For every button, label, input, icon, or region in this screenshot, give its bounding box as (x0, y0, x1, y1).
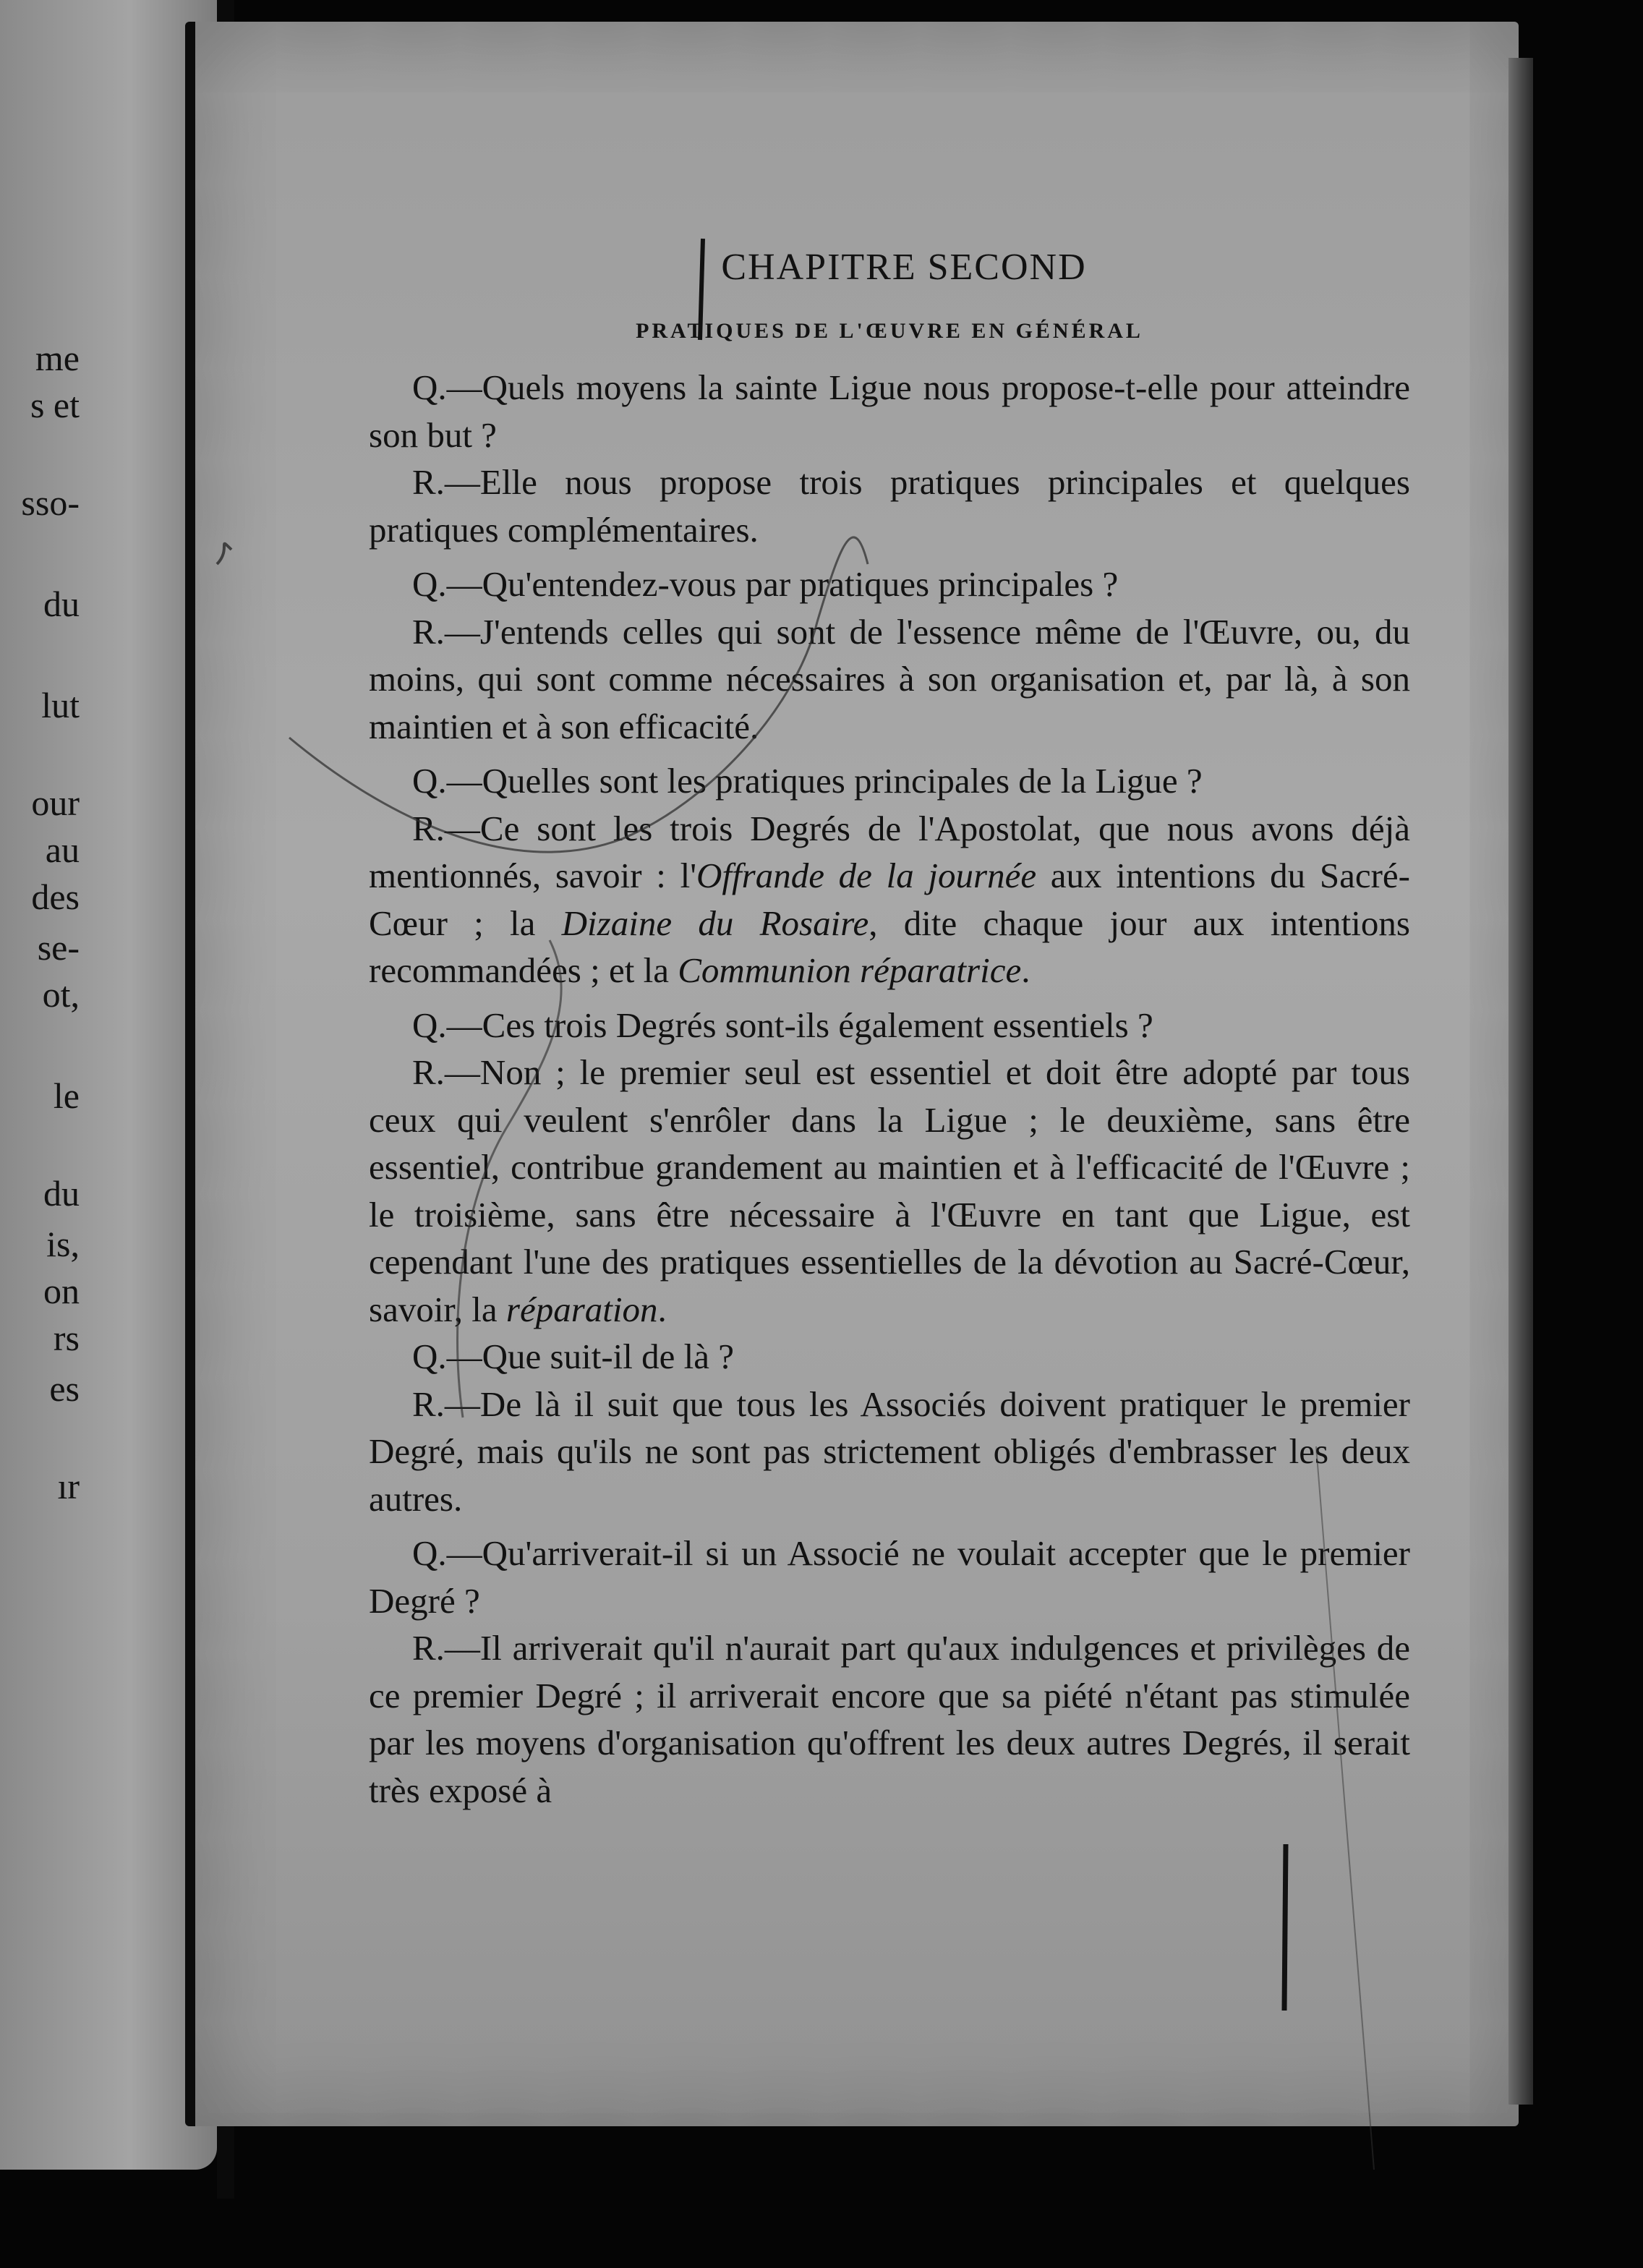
answer-paragraph (369, 1049, 1410, 1333)
answer-text: . (657, 1289, 667, 1329)
answer-text: , dite chaque jour aux intentions recommandées ; et la (369, 903, 1410, 990)
offrande-term: Offrande de la journée (696, 856, 1037, 895)
question-paragraph: Q.—Que suit-il de là ? (412, 1336, 734, 1376)
question-paragraph: Q.—Quels moyens la sainte Ligue nous propose-t-elle pour atteindre son but ? (369, 367, 1410, 455)
question-paragraph: Q.—Qu'arriverait-il si un Associé ne voulait accepter que le premier Degré ? (369, 1533, 1410, 1621)
left-page-fragment (0, 0, 217, 2170)
answer-text: . (1021, 950, 1030, 990)
dizaine-term: Dizaine du Rosaire (561, 903, 869, 943)
left-text-fragment: le (53, 1075, 80, 1116)
left-text-fragment: des (31, 877, 80, 917)
page-edge (1508, 58, 1533, 2105)
reparation-term: réparation (505, 1289, 658, 1329)
left-text-fragment: sso- (21, 482, 80, 523)
left-text-fragment: au (45, 830, 80, 870)
chapter-title: CHAPITRE SECOND (721, 247, 1087, 288)
left-text-fragment: du (43, 584, 80, 624)
left-text-fragment: es (49, 1368, 80, 1409)
communion-term: Communion réparatrice (678, 950, 1022, 990)
answer-paragraph (369, 805, 1410, 994)
left-text-fragment: me (35, 338, 80, 378)
left-text-fragment: ır (57, 1466, 80, 1506)
question-paragraph: Q.—Qu'entendez-vous par pratiques principales ? (412, 564, 1119, 604)
answer-paragraph: R.—De là il suit que tous les Associés doivent pratiquer le premier Degré, mais qu'ils ne sont pas strictement obligés d'embrasser les deux autres. (369, 1384, 1410, 1519)
answer-text: R.—Ce sont les trois Degrés de l'Apostolat, que nous avons déjà mentionnés, savoir : l' (369, 808, 1410, 895)
section-heading: PRATIQUES DE L'ŒUVRE EN GÉNÉRAL (636, 319, 1143, 343)
left-text-fragment: s et (30, 385, 80, 425)
left-text-fragment: our (31, 783, 80, 823)
answer-paragraph: R.—Elle nous propose trois pratiques principales et quelques pratiques complémentaires. (369, 462, 1410, 550)
answer-text: R.—Non ; le premier seul est essentiel et doit être adopté par tous ceux qui veulent s'enrôler dans la Ligue ; le deuxième, sans être essentiel, contribue grandement au maintien et à l'efficacité de l'Œuvre ; le troisième, sans être nécessaire à l'Œuvre en tant que Ligue, est cependant l'une des pratiques essentielles de la dévotion au Sacré-Cœur, savoir, la (369, 1052, 1410, 1329)
page-content (369, 246, 1410, 1814)
question-paragraph: Q.—Ces trois Degrés sont-ils également essentiels ? (412, 1005, 1153, 1045)
answer-paragraph: R.—J'entends celles qui sont de l'essence même de l'Œuvre, ou, du moins, qui sont comme nécessaires à son organisation et, par là, à son maintien et à son efficacité. (369, 611, 1410, 746)
left-text-fragment: rs (53, 1318, 80, 1358)
left-text-fragment: ot, (42, 974, 80, 1015)
question-paragraph: Q.—Quelles sont les pratiques principales de la Ligue ? (412, 761, 1203, 801)
left-text-fragment: is, (46, 1224, 80, 1264)
answer-text: aux intentions du Sacré-Cœur ; la (369, 856, 1410, 943)
left-text-fragment: lut (41, 685, 80, 725)
answer-paragraph: R.—Il arriverait qu'il n'aurait part qu'aux indulgences et privilèges de ce premier Degré ; il arriverait encore que sa piété n'étant pas stimulée par les moyens d'organisation qu'offrent les deux autres Degrés, il serait très exposé à (369, 1628, 1410, 1810)
left-text-fragment: du (43, 1173, 80, 1214)
left-text-fragment: se- (37, 927, 80, 968)
left-text-fragment: on (43, 1271, 80, 1311)
